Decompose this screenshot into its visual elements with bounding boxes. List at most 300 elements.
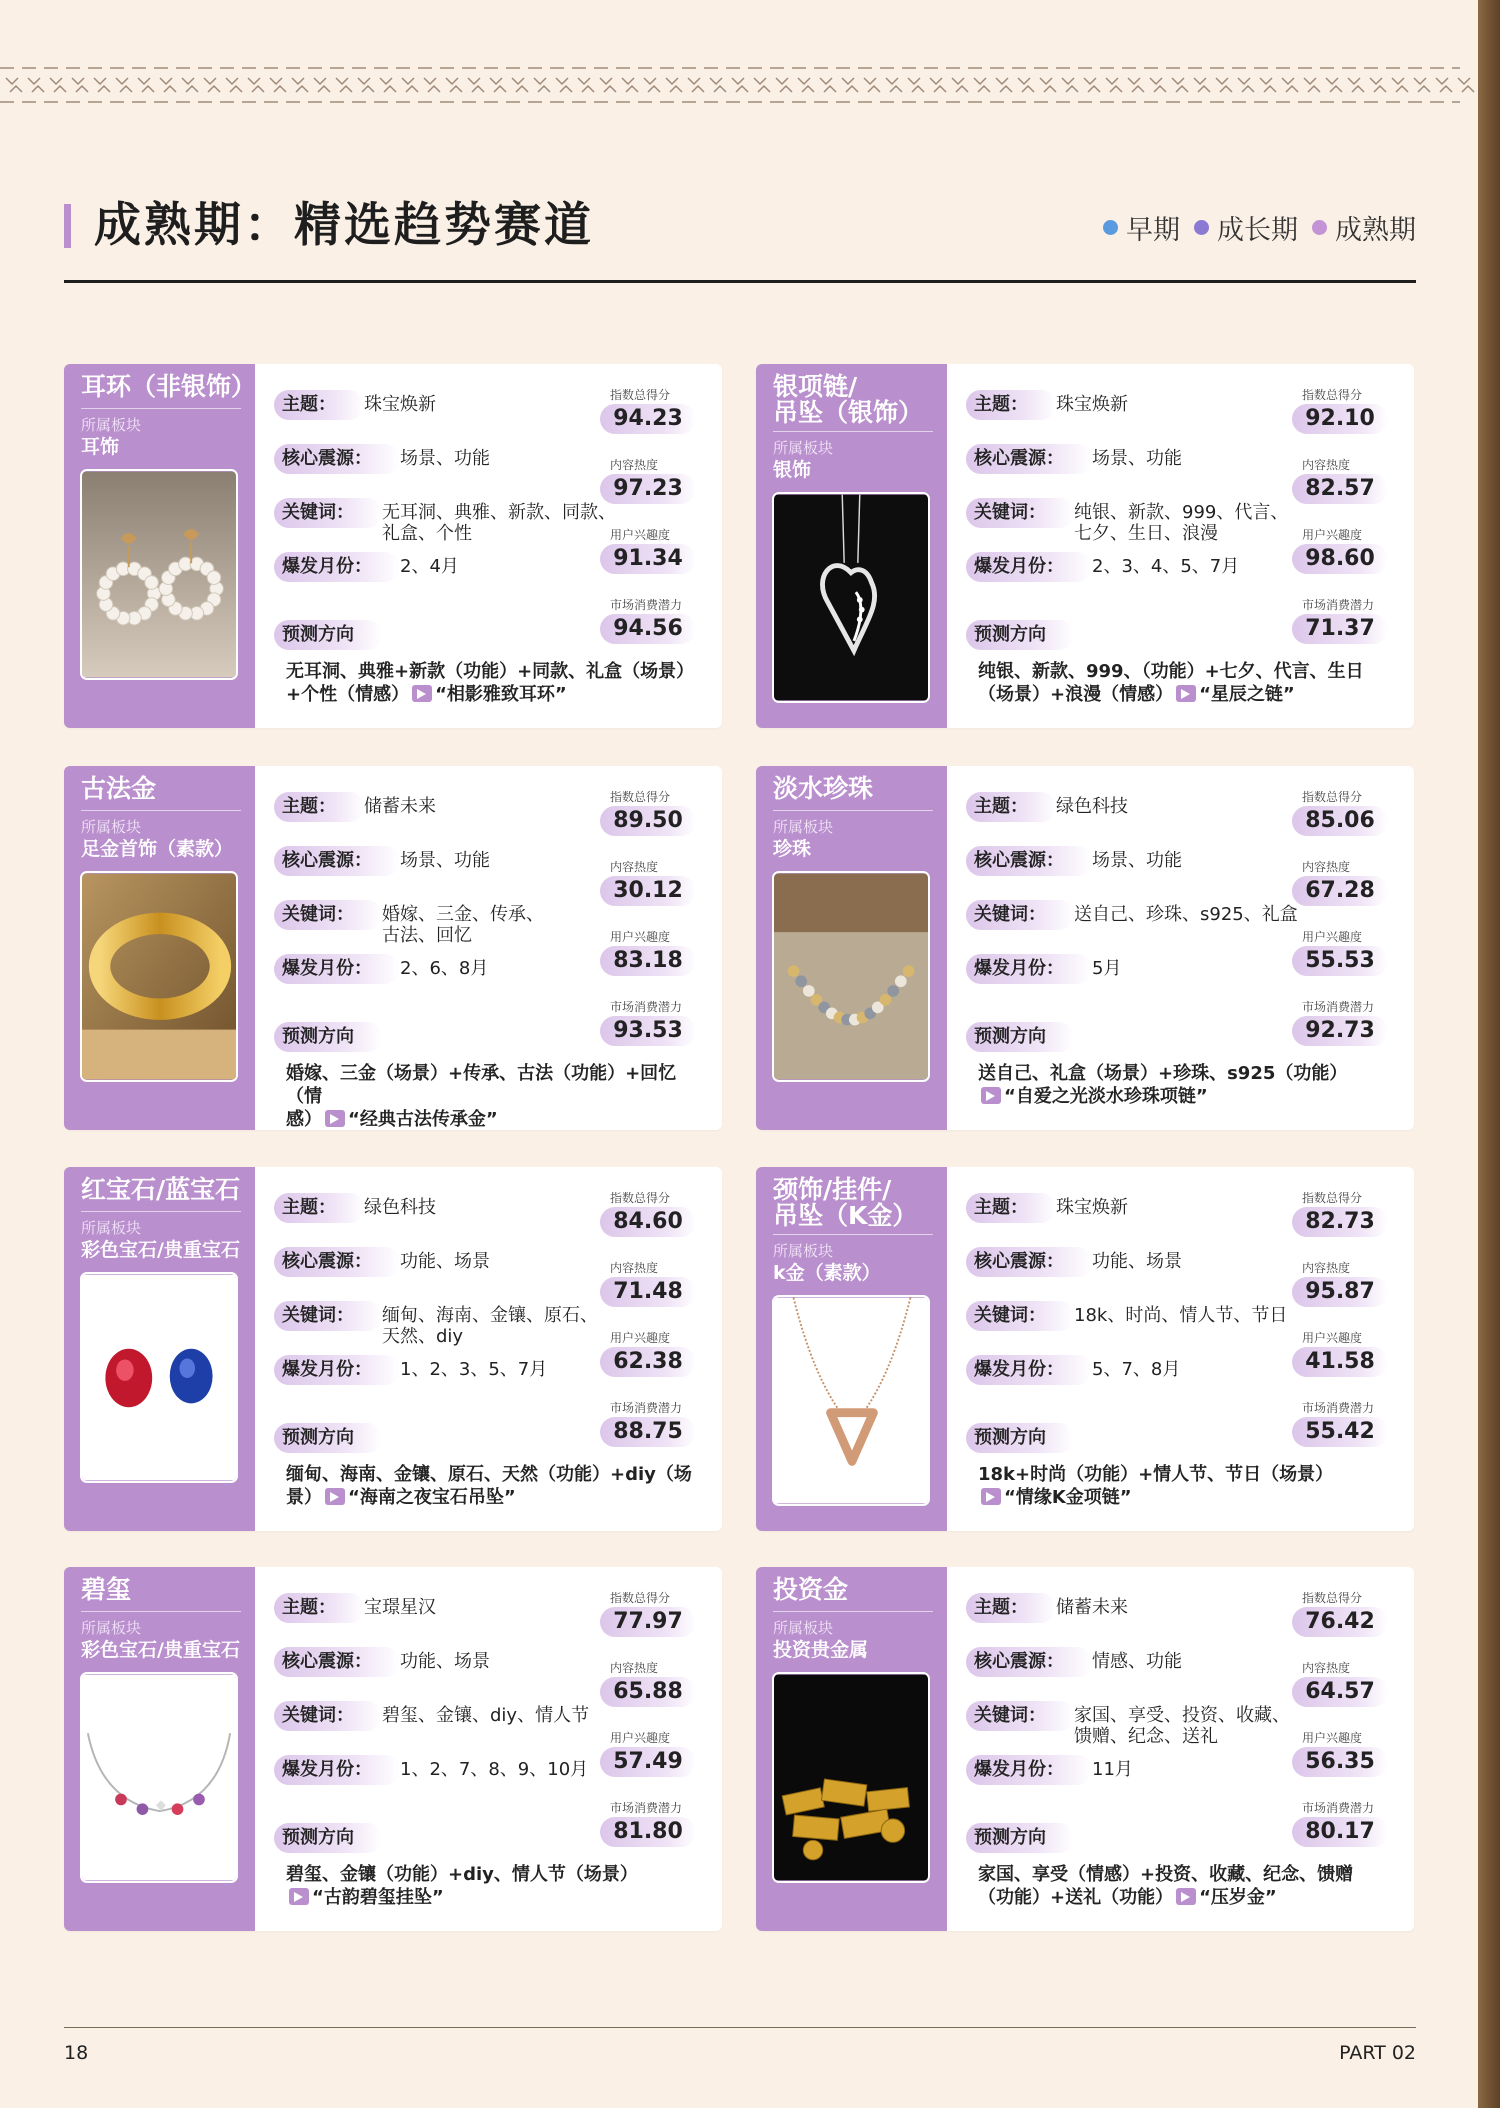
trend-card [64,1167,722,1531]
source-value: 功能、场景 [400,1251,490,1272]
theme-field [274,1593,436,1623]
theme-field [274,390,436,420]
forecast-label: 预测方向 [274,1022,382,1052]
metric-potential [600,1000,710,1046]
forecast-field [966,1022,1074,1052]
forecast-text [978,1062,1398,1108]
metric-value: 85.06 [1292,806,1388,836]
month-field [274,1755,588,1785]
keywords-line: 七夕、生日、浪漫 [1074,523,1218,544]
forecast-line: （功能）+送礼（功能） [978,1887,1174,1908]
page-header [64,196,1416,286]
metric-value: 97.23 [600,474,696,504]
month-value: 2、3、4、5、7月 [1092,556,1240,577]
card-title-line: 颈饰/挂件/ [773,1175,892,1204]
page-number: 18 [64,2042,89,2064]
metric-label: 内容热度 [1302,1661,1351,1675]
keywords-value [382,498,622,544]
metric-potential [1292,598,1402,644]
month-field [966,1355,1180,1385]
metric-interest [1292,1331,1402,1377]
trend-card [756,766,1414,1130]
theme-field [966,1593,1128,1623]
book-spine [1478,0,1500,2108]
card-title-rule [773,810,933,811]
forecast-field [274,620,382,650]
card-title-line: 红宝石/蓝宝石 [81,1175,241,1204]
month-value: 5月 [1092,958,1122,979]
arrow-right-icon [412,685,432,702]
keywords-label: 关键词： [274,498,382,528]
theme-field [966,390,1128,420]
arrow-right-icon [981,1488,1001,1505]
theme-label: 主题： [274,1593,364,1623]
card-title-rule [81,1211,241,1212]
metric-heat [600,1661,710,1707]
forecast-line: （场景）+浪漫（情感） [978,684,1174,705]
metric-label: 指数总得分 [1302,388,1363,402]
month-field [966,954,1121,984]
month-label: 爆发月份： [966,1755,1092,1785]
forecast-field [274,1423,382,1453]
forecast-line: 无耳洞、典雅+新款（功能）+同款、礼盒（场景） [286,661,695,682]
sector-label: 所属板块 [773,818,834,836]
metric-value: 88.75 [600,1417,696,1447]
keywords-line: 馈赠、纪念、送礼 [1074,1726,1218,1747]
keywords-field [966,1301,1314,1331]
card-title [773,374,941,426]
metric-potential [1292,1801,1402,1847]
metric-label: 指数总得分 [1302,790,1363,804]
keywords-line: 古法、回忆 [382,925,472,946]
keywords-field [966,498,1314,544]
product-image [80,871,238,1082]
keywords-line: 家国、享受、投资、收藏、 [1074,1705,1290,1726]
month-label: 爆发月份： [966,1355,1092,1385]
month-label: 爆发月份： [966,552,1092,582]
forecast-text [286,1463,706,1509]
metric-potential [600,1401,710,1447]
card-title-rule [81,810,241,811]
month-value: 5、7、8月 [1092,1359,1181,1380]
sector-value: 彩色宝石/贵重宝石 [81,1639,240,1661]
metric-total [1292,388,1402,434]
keywords-field [966,900,1314,930]
metric-value: 64.57 [1292,1677,1388,1707]
trend-card [756,1567,1414,1931]
metric-label: 用户兴趣度 [1302,930,1363,944]
metric-label: 市场消费潜力 [610,598,683,612]
metric-label: 指数总得分 [610,790,671,804]
sector-value: k金（素款） [773,1262,881,1284]
source-label: 核心震源： [966,1647,1092,1677]
forecast-text [286,1863,706,1909]
metric-label: 内容热度 [610,1661,659,1675]
product-image [772,871,930,1082]
card-title [81,776,249,802]
metric-value: 89.50 [600,806,696,836]
metric-value: 92.73 [1292,1016,1388,1046]
metric-value: 65.88 [600,1677,696,1707]
keywords-line: 婚嫁、三金、传承、 [382,904,544,925]
card-title [81,372,257,401]
forecast-field [274,1022,382,1052]
keywords-label: 关键词： [274,1301,382,1331]
metric-label: 市场消费潜力 [610,1000,683,1014]
forecast-label: 预测方向 [274,620,382,650]
forecast-label: 预测方向 [966,1423,1074,1453]
keywords-line: 缅甸、海南、金镶、原石、 [382,1305,598,1326]
metric-total [1292,1591,1402,1637]
forecast-label: 预测方向 [966,1823,1074,1853]
metric-value: 67.28 [1292,876,1388,906]
card-sidebar [64,364,255,728]
metric-total [600,790,710,836]
metric-label: 用户兴趣度 [610,1731,671,1745]
metric-label: 指数总得分 [610,1591,671,1605]
legend-label: 成熟期 [1335,215,1416,246]
month-label: 爆发月份： [274,1355,400,1385]
trend-card [756,364,1414,728]
card-title [81,1177,249,1203]
keywords-value [1074,1701,1314,1747]
keywords-value [1074,1301,1314,1331]
forecast-text [286,1062,706,1130]
card-title-rule [773,1611,933,1612]
month-label: 爆发月份： [966,954,1092,984]
forecast-line: 18k+时尚（功能）+情人节、节日（场景） [978,1464,1334,1485]
card-title-line: 银项链/ [773,372,858,401]
keywords-line: 礼盒、个性 [382,523,472,544]
theme-value: 珠宝焕新 [1056,394,1128,415]
card-sidebar [64,1567,255,1931]
metric-value: 92.10 [1292,404,1388,434]
legend-item-early [1103,208,1180,247]
arrow-right-icon [981,1087,1001,1104]
metric-label: 市场消费潜力 [1302,1401,1375,1415]
source-field [966,444,1182,474]
metric-label: 用户兴趣度 [1302,1331,1363,1345]
stitch-border [0,58,1478,110]
metric-label: 指数总得分 [1302,1191,1363,1205]
metric-value: 91.34 [600,544,696,574]
metric-label: 市场消费潜力 [610,1801,683,1815]
forecast-line: 缅甸、海南、金镶、原石、天然（功能）+diy（场 [286,1464,692,1485]
theme-label: 主题： [966,390,1056,420]
card-sidebar [64,1167,255,1531]
forecast-label: 预测方向 [966,1022,1074,1052]
keywords-line: 18k、时尚、情人节、节日 [1074,1305,1288,1326]
product-image [772,492,930,703]
sector-value: 投资贵金属 [773,1639,869,1661]
product-image [80,1272,238,1483]
forecast-field [966,1823,1074,1853]
metric-potential [600,1801,710,1847]
metric-value: 81.80 [600,1817,696,1847]
metric-value: 77.97 [600,1607,696,1637]
metric-label: 市场消费潜力 [1302,1000,1375,1014]
metric-total [600,1191,710,1237]
source-field [274,1247,490,1277]
forecast-text [286,660,706,706]
sector-label: 所属板块 [773,1242,834,1260]
sector-label: 所属板块 [81,416,142,434]
card-title [773,1177,941,1229]
card-title-line: 碧玺 [81,1575,132,1604]
card-title-rule [81,408,241,409]
legend-label: 早期 [1126,215,1180,246]
theme-label: 主题： [966,1593,1056,1623]
trend-card [64,364,722,728]
theme-label: 主题： [274,1193,364,1223]
sector-label: 所属板块 [773,1619,834,1637]
keywords-line: 纯银、新款、999、代言、 [1074,502,1289,523]
card-title-rule [81,1611,241,1612]
forecast-text [978,1463,1398,1509]
card-sidebar [756,1167,947,1531]
forecast-product: “情缘K金项链” [1004,1487,1132,1508]
month-field [274,954,488,984]
legend-dot-icon [1312,220,1327,235]
forecast-line: 婚嫁、三金（场景）+传承、古法（功能）+回忆（情 [286,1063,677,1107]
metric-interest [1292,1731,1402,1777]
metric-label: 市场消费潜力 [610,1401,683,1415]
sector-label: 所属板块 [81,1619,142,1637]
metric-heat [1292,1261,1402,1307]
sector-value: 彩色宝石/贵重宝石 [81,1239,240,1261]
theme-value: 珠宝焕新 [1056,1197,1128,1218]
month-field [274,1355,547,1385]
metric-interest [600,1331,710,1377]
metric-value: 56.35 [1292,1747,1388,1777]
metric-label: 市场消费潜力 [1302,1801,1375,1815]
theme-field [966,1193,1128,1223]
forecast-text [978,1863,1398,1909]
source-value: 功能、场景 [400,1651,490,1672]
metric-interest [1292,528,1402,574]
theme-value: 绿色科技 [364,1197,436,1218]
metric-label: 指数总得分 [610,388,671,402]
metric-label: 市场消费潜力 [1302,598,1375,612]
forecast-field [966,1423,1074,1453]
metric-value: 41.58 [1292,1347,1388,1377]
month-field [966,1755,1133,1785]
metric-value: 76.42 [1292,1607,1388,1637]
theme-value: 珠宝焕新 [364,394,436,415]
source-label: 核心震源： [966,444,1092,474]
trend-card [756,1167,1414,1531]
forecast-text [978,660,1398,706]
forecast-product: “海南之夜宝石吊坠” [348,1487,516,1508]
metric-value: 80.17 [1292,1817,1388,1847]
metric-label: 用户兴趣度 [610,528,671,542]
metric-heat [1292,458,1402,504]
source-field [966,1247,1182,1277]
forecast-line: 感） [286,1109,322,1130]
header-rule [64,280,1416,283]
forecast-product: “经典古法传承金” [348,1109,498,1130]
source-label: 核心震源： [966,1247,1092,1277]
metric-interest [1292,930,1402,976]
forecast-product: “古韵碧玺挂坠” [312,1887,444,1908]
legend-item-mature [1312,208,1416,247]
month-label: 爆发月份： [274,1755,400,1785]
forecast-line: 纯银、新款、999、（功能）+七夕、代言、生日 [978,661,1364,682]
card-title [773,1577,941,1603]
forecast-field [966,620,1074,650]
month-value: 11月 [1092,1759,1133,1780]
sector-label: 所属板块 [81,1219,142,1237]
keywords-value [1074,498,1314,544]
forecast-line: 景） [286,1487,322,1508]
theme-label: 主题： [966,792,1056,822]
forecast-product: “星辰之链” [1199,684,1295,705]
product-image [772,1295,930,1506]
keywords-line: 天然、diy [382,1326,464,1347]
theme-value: 宝璟星汉 [364,1597,436,1618]
metric-value: 62.38 [600,1347,696,1377]
month-field [274,552,459,582]
keywords-field [274,900,622,946]
sector-value: 珍珠 [773,838,812,860]
source-field [966,1647,1182,1677]
card-title-line: 淡水珍珠 [773,774,874,803]
metric-potential [600,598,710,644]
metric-value: 71.48 [600,1277,696,1307]
forecast-field [274,1823,382,1853]
metric-total [1292,1191,1402,1237]
legend-item-growth [1194,208,1298,247]
metric-value: 94.23 [600,404,696,434]
keywords-label: 关键词： [966,900,1074,930]
source-value: 场景、功能 [1092,850,1182,871]
source-field [274,444,490,474]
metric-total [600,1591,710,1637]
sector-value: 银饰 [773,459,812,481]
metric-heat [1292,860,1402,906]
metric-value: 93.53 [600,1016,696,1046]
keywords-field [274,1301,622,1347]
forecast-product: “自爱之光淡水珍珠项链” [1004,1086,1208,1107]
theme-value: 储蓄未来 [1056,1597,1128,1618]
product-image [772,1672,930,1883]
sector-label: 所属板块 [773,439,834,457]
keywords-value [382,1301,622,1347]
card-title-rule [773,1234,933,1235]
sector-value: 耳饰 [81,436,120,458]
metric-heat [600,860,710,906]
metric-label: 内容热度 [610,458,659,472]
metric-total [600,388,710,434]
arrow-right-icon [1176,1888,1196,1905]
forecast-line: +个性（情感） [286,684,410,705]
theme-field [274,1193,436,1223]
forecast-line: 碧玺、金镶（功能）+diy、情人节（场景） [286,1864,638,1885]
metric-label: 用户兴趣度 [610,1331,671,1345]
source-field [966,846,1182,876]
card-title [773,776,941,802]
metric-value: 55.53 [1292,946,1388,976]
metric-value: 83.18 [600,946,696,976]
metric-value: 71.37 [1292,614,1388,644]
metric-label: 内容热度 [1302,458,1351,472]
card-title-line: 吊坠（K金） [773,1201,918,1230]
source-field [274,1647,490,1677]
metric-label: 内容热度 [610,860,659,874]
metric-label: 用户兴趣度 [610,930,671,944]
forecast-product: “相影雅致耳环” [435,684,567,705]
metric-value: 82.73 [1292,1207,1388,1237]
card-sidebar [64,766,255,1130]
source-value: 场景、功能 [400,448,490,469]
theme-field [966,792,1128,822]
sector-label: 所属板块 [81,818,142,836]
metric-label: 内容热度 [1302,1261,1351,1275]
sector-value: 足金首饰（素款） [81,838,234,860]
card-sidebar [756,1567,947,1931]
metric-interest [600,930,710,976]
forecast-line: 家国、享受（情感）+投资、收藏、纪念、馈赠 [978,1864,1354,1885]
legend-dot-icon [1103,220,1118,235]
card-title [81,1577,249,1603]
arrow-right-icon [325,1110,345,1127]
keywords-line: 无耳洞、典雅、新款、同款、 [382,502,616,523]
arrow-right-icon [289,1888,309,1905]
trend-card [64,766,722,1130]
keywords-line: 送自己、珍珠、s925、礼盒 [1074,904,1298,925]
source-value: 情感、功能 [1092,1651,1182,1672]
trend-card [64,1567,722,1931]
legend-dot-icon [1194,220,1209,235]
source-label: 核心震源： [274,1247,400,1277]
metric-potential [1292,1000,1402,1046]
forecast-label: 预测方向 [274,1823,382,1853]
month-value: 2、6、8月 [400,958,489,979]
metric-heat [600,458,710,504]
metric-value: 57.49 [600,1747,696,1777]
metric-heat [1292,1661,1402,1707]
metric-label: 用户兴趣度 [1302,528,1363,542]
product-image [80,1672,238,1883]
metric-label: 内容热度 [610,1261,659,1275]
metric-value: 55.42 [1292,1417,1388,1447]
theme-field [274,792,436,822]
source-label: 核心震源： [274,444,400,474]
title-accent-bar [64,204,71,248]
metric-label: 指数总得分 [1302,1591,1363,1605]
page-title: 成熟期：精选趋势赛道 [94,198,594,253]
keywords-label: 关键词： [274,900,382,930]
forecast-line: 送自己、礼盒（场景）+珍珠、s925（功能） [978,1063,1348,1084]
month-value: 2、4月 [400,556,459,577]
metric-value: 84.60 [600,1207,696,1237]
keywords-field [274,498,622,544]
theme-label: 主题： [274,792,364,822]
stage-legend [1103,208,1416,247]
metric-value: 98.60 [1292,544,1388,574]
legend-label: 成长期 [1217,215,1298,246]
metric-interest [600,1731,710,1777]
metric-interest [600,528,710,574]
card-title-line: 古法金 [81,774,157,803]
card-sidebar [756,364,947,728]
keywords-value [382,1701,622,1731]
forecast-label: 预测方向 [274,1423,382,1453]
keywords-label: 关键词： [966,498,1074,528]
theme-value: 绿色科技 [1056,796,1128,817]
metric-value: 82.57 [1292,474,1388,504]
month-label: 爆发月份： [274,552,400,582]
